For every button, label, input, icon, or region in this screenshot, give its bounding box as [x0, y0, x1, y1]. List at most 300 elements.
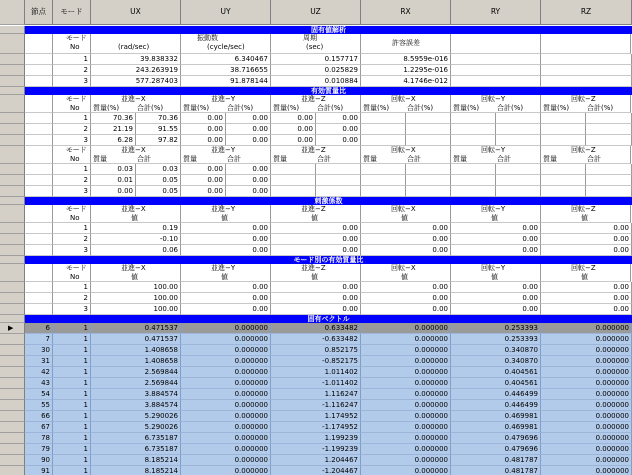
row-header[interactable] [0, 197, 25, 205]
mass-total [406, 164, 451, 175]
mass-ratio-total: 0.00 [226, 124, 271, 135]
eigenvector-ux-cell[interactable]: 8.185214 [91, 455, 181, 466]
sub-label-total: 合計(%) [227, 104, 254, 112]
undefined [541, 34, 631, 54]
undefined [25, 175, 53, 186]
mass-row [0, 175, 632, 186]
mass-ratio-value: 0.00 [181, 135, 226, 146]
sub-label-value: 値 [311, 273, 318, 281]
eigenvector-mode-cell[interactable]: 1 [53, 466, 91, 475]
eigenvector-rx-cell[interactable]: 0.000000 [361, 433, 451, 444]
participation-value: 0.00 [181, 245, 271, 256]
eigenvector-ry-cell[interactable]: 0.469981 [451, 422, 541, 433]
modal-mass-ratio-value: 100.00 [91, 282, 181, 293]
mode-no: 1 [53, 223, 91, 234]
eigenvector-ry-cell[interactable]: 0.253393 [451, 323, 541, 334]
undefined [541, 76, 632, 87]
eigenvector-uy-cell[interactable]: 0.000000 [181, 433, 271, 444]
cycle-per-sec-value: 38.716655 [181, 65, 271, 76]
mass-ratio-total: 0.00 [316, 135, 361, 146]
group-label: 回転−Z [571, 205, 596, 213]
eigen-row [0, 65, 632, 76]
modal-mass-ratio-value: 0.00 [361, 282, 451, 293]
section-title-eigenvector: 固有ベクトル [25, 315, 632, 323]
eigenvector-uz-cell[interactable]: -1.011402 [271, 378, 361, 389]
undefined [25, 124, 53, 135]
participation-value: 0.00 [541, 223, 632, 234]
eigenvector-uz-cell[interactable]: -0.852175 [271, 356, 361, 367]
sub-label-total: 合計 [137, 155, 151, 163]
eigenvector-ry-cell[interactable]: 0.446499 [451, 389, 541, 400]
eigenvector-row [0, 345, 632, 356]
eigenvector-ux-cell[interactable]: 5.290026 [91, 411, 181, 422]
eigenvector-ry-cell[interactable]: 0.404561 [451, 378, 541, 389]
eigenvector-row [0, 389, 632, 400]
participation-value: -0.10 [91, 234, 181, 245]
eigenvector-rz-cell[interactable]: 0.000000 [541, 455, 632, 466]
mass-total [586, 175, 632, 186]
eigenvector-uz-cell[interactable]: -1.174952 [271, 422, 361, 433]
eigenvector-rx-cell[interactable]: 0.000000 [361, 323, 451, 334]
sub-label-mass: 質量 [543, 155, 557, 163]
eigenvector-node-cell[interactable]: 67 [25, 422, 53, 433]
eigenvector-rz-cell[interactable]: 0.000000 [541, 367, 632, 378]
mass-total: 0.00 [226, 164, 271, 175]
mass-ratio-row [0, 135, 632, 146]
mass-ratio-value: 0.00 [181, 124, 226, 135]
eigenvector-rz-cell[interactable]: 0.000000 [541, 411, 632, 422]
sub-label-value: 値 [401, 214, 408, 222]
eigenvector-ry-cell[interactable]: 0.404561 [451, 367, 541, 378]
mass-row [0, 164, 632, 175]
eigenvector-uz-cell[interactable]: -1.116247 [271, 400, 361, 411]
eigenvector-node-cell[interactable]: 54 [25, 389, 53, 400]
participation-value: 0.00 [451, 234, 541, 245]
eigenvector-rx-cell[interactable]: 0.000000 [361, 334, 451, 345]
undefined [25, 95, 53, 113]
group-label: 並進−X [121, 205, 146, 213]
rad-per-sec-value: 577.287403 [91, 76, 181, 87]
mass-total [406, 175, 451, 186]
eigenvector-uz-cell[interactable]: 1.199239 [271, 433, 361, 444]
sub-label-mass: 質量 [453, 155, 467, 163]
eigenvector-uy-cell[interactable]: 0.000000 [181, 400, 271, 411]
eigenvector-rx-cell[interactable]: 0.000000 [361, 422, 451, 433]
eigenvector-uy-cell[interactable]: 0.000000 [181, 367, 271, 378]
eigenvector-node-cell[interactable]: 55 [25, 400, 53, 411]
eigenvector-mode-cell[interactable]: 1 [53, 422, 91, 433]
eigenvector-node-cell[interactable]: 7 [25, 334, 53, 345]
undefined [25, 223, 53, 234]
mass-ratio-total [586, 135, 632, 146]
mass-value [271, 175, 316, 186]
sub-label-mass: 質量 [93, 155, 107, 163]
label-no: No [70, 273, 80, 281]
eigenvector-ux-cell[interactable]: 5.290026 [91, 422, 181, 433]
eigenvector-row [0, 378, 632, 389]
undefined [451, 65, 541, 76]
eigenvector-mode-cell[interactable]: 1 [53, 334, 91, 345]
sub-label-value: 値 [401, 273, 408, 281]
eigenvector-uy-cell[interactable]: 0.000000 [181, 345, 271, 356]
eigenvector-rx-cell[interactable]: 0.000000 [361, 411, 451, 422]
group-label: 回転−Z [571, 95, 596, 103]
mass-total [496, 186, 541, 197]
eigenvector-node-cell[interactable]: 6 [25, 323, 53, 334]
eigenvector-row [0, 334, 632, 345]
eigenvector-ux-cell[interactable]: 3.884574 [91, 389, 181, 400]
mass-ratio-value: 0.00 [181, 113, 226, 124]
mass-total [586, 186, 632, 197]
eigenvector-mode-cell[interactable]: 1 [53, 378, 91, 389]
mass-value [451, 175, 496, 186]
eigen-row [0, 54, 632, 65]
eigenvector-uz-cell[interactable]: -1.199239 [271, 444, 361, 455]
sub-label-value: 値 [491, 273, 498, 281]
sub-label-mass: 質量 [363, 155, 377, 163]
participation-row [0, 223, 632, 234]
mass-value [541, 186, 586, 197]
eigenvector-ux-cell[interactable]: 0.471537 [91, 334, 181, 345]
sub-label-mass: 質量(%) [183, 104, 210, 112]
eigenvector-rx-cell[interactable]: 0.000000 [361, 455, 451, 466]
row-header[interactable] [0, 315, 25, 323]
label-mode: モード [66, 146, 87, 154]
eigenvector-rx-cell[interactable]: 0.000000 [361, 378, 451, 389]
undefined [25, 113, 53, 124]
eigenvector-uy-cell[interactable]: 0.000000 [181, 411, 271, 422]
tolerance-value: 1.2295e-016 [361, 65, 451, 76]
col-ry[interactable]: RY [451, 0, 541, 25]
eigenvector-node-cell[interactable]: 43 [25, 378, 53, 389]
modal-mass-ratio-value: 0.00 [271, 282, 361, 293]
mode-no: 3 [53, 135, 91, 146]
participation-value: 0.00 [271, 223, 361, 234]
eigenvector-mode-cell[interactable]: 1 [53, 389, 91, 400]
group-label: 回転−Y [481, 205, 506, 213]
col-ux[interactable]: UX [91, 0, 181, 25]
modal-mass-ratio-value: 100.00 [91, 293, 181, 304]
eigenvector-uy-cell[interactable]: 0.000000 [181, 466, 271, 475]
undefined [25, 293, 53, 304]
mass-ratio-row [0, 124, 632, 135]
eigenvector-uz-cell[interactable]: 1.174952 [271, 411, 361, 422]
participation-value: 0.00 [451, 223, 541, 234]
sub-label-value: 値 [221, 273, 228, 281]
mass-ratio-value [541, 113, 586, 124]
eigenvector-ux-cell[interactable]: 2.569844 [91, 378, 181, 389]
eigenvector-uy-cell[interactable]: 0.000000 [181, 422, 271, 433]
group-label: 並進−Y [211, 146, 236, 154]
mass-ratio-value [541, 135, 586, 146]
label-mode: モード [66, 264, 87, 272]
eigenvector-row [0, 367, 632, 378]
mass-value [361, 175, 406, 186]
col-node[interactable]: 節点 [25, 0, 53, 25]
eigenvector-uy-cell[interactable]: 0.000000 [181, 389, 271, 400]
group-label: 回転−Y [481, 146, 506, 154]
undefined [25, 282, 53, 293]
undefined [541, 65, 632, 76]
eigenvector-node-cell[interactable]: 31 [25, 356, 53, 367]
eigenvector-ry-cell[interactable]: 0.469981 [451, 411, 541, 422]
eigenvector-row [0, 422, 632, 433]
eigenvector-ry-cell[interactable]: 0.253393 [451, 334, 541, 345]
mass-ratio-total [406, 124, 451, 135]
eigenvector-uy-cell[interactable]: 0.000000 [181, 378, 271, 389]
eigenvector-rz-cell[interactable]: 0.000000 [541, 466, 632, 475]
eigenvector-uz-cell[interactable]: -1.204467 [271, 466, 361, 475]
sub-label-mass: 質量(%) [543, 104, 570, 112]
eigenvector-row [0, 356, 632, 367]
eigenvector-ry-cell[interactable]: 0.446499 [451, 400, 541, 411]
eigenvector-rz-cell[interactable]: 0.000000 [541, 323, 632, 334]
modal-mass-ratio-value: 100.00 [91, 304, 181, 315]
sub-label-total: 合計 [317, 155, 331, 163]
eigenvector-ux-cell[interactable]: 2.569844 [91, 367, 181, 378]
row-header[interactable] [0, 87, 25, 95]
eigenvector-mode-cell[interactable]: 1 [53, 433, 91, 444]
group-label: 回転−X [391, 205, 416, 213]
col-rx[interactable]: RX [361, 0, 451, 25]
mode-no: 1 [53, 164, 91, 175]
eigenvector-rz-cell[interactable]: 0.000000 [541, 433, 632, 444]
participation-row [0, 234, 632, 245]
group-label: 並進−Z [301, 146, 326, 154]
mass-ratio-value [451, 135, 496, 146]
eigenvector-mode-cell[interactable]: 1 [53, 345, 91, 356]
modal-mass-ratio-value: 0.00 [451, 282, 541, 293]
eigenvector-node-cell[interactable]: 90 [25, 455, 53, 466]
sub-label-total: 合計(%) [407, 104, 434, 112]
col-rz[interactable]: RZ [541, 0, 632, 25]
mass-total [496, 164, 541, 175]
eigenvector-rx-cell[interactable]: 0.000000 [361, 400, 451, 411]
label-tolerance: 許容誤差 [392, 39, 420, 47]
col-uy[interactable]: UY [181, 0, 271, 25]
group-label: 並進−Z [301, 205, 326, 213]
eigenvector-uy-cell[interactable]: 0.000000 [181, 356, 271, 367]
row-header[interactable] [0, 26, 25, 34]
eigenvector-uy-cell[interactable]: 0.000000 [181, 444, 271, 455]
participation-value: 0.00 [361, 234, 451, 245]
eigenvector-ry-cell[interactable]: 0.340870 [451, 345, 541, 356]
eigenvector-ux-cell[interactable]: 1.408658 [91, 345, 181, 356]
eigenvector-ux-cell[interactable]: 3.884574 [91, 400, 181, 411]
eigenvector-mode-cell[interactable]: 1 [53, 356, 91, 367]
mass-value: 0.00 [181, 164, 226, 175]
eigenvector-uz-cell[interactable]: 1.116247 [271, 389, 361, 400]
group-label: 回転−X [391, 95, 416, 103]
eigenvector-uz-cell[interactable]: 0.633482 [271, 323, 361, 334]
undefined [25, 186, 53, 197]
mass-ratio-total: 0.00 [316, 124, 361, 135]
modal-mass-ratio-value: 0.00 [451, 304, 541, 315]
eigenvector-mode-cell[interactable]: 1 [53, 455, 91, 466]
participation-value: 0.00 [451, 245, 541, 256]
eigenvector-mode-cell[interactable]: 1 [53, 367, 91, 378]
undefined [25, 34, 53, 54]
mode-no: 3 [53, 76, 91, 87]
mode-no: 1 [53, 113, 91, 124]
eigenvector-ry-cell[interactable]: 0.479696 [451, 433, 541, 444]
eigenvector-node-cell[interactable]: 42 [25, 367, 53, 378]
label-mode: モード [66, 34, 87, 42]
eigenvector-node-cell[interactable]: 91 [25, 466, 53, 475]
mode-no: 3 [53, 304, 91, 315]
eigenvector-node-cell[interactable]: 78 [25, 433, 53, 444]
eigenvector-node-cell[interactable]: 66 [25, 411, 53, 422]
group-label: 回転−Y [481, 95, 506, 103]
period-value: 0.025829 [271, 65, 361, 76]
eigenvector-rz-cell[interactable]: 0.000000 [541, 422, 632, 433]
eigenvector-ux-cell[interactable]: 6.735187 [91, 433, 181, 444]
undefined [25, 245, 53, 256]
mode-no: 2 [53, 124, 91, 135]
group-label: 回転−Y [481, 264, 506, 272]
sub-label-mass: 質量(%) [93, 104, 120, 112]
cycle-per-sec-value: 6.340467 [181, 54, 271, 65]
mass-ratio-total [406, 135, 451, 146]
undefined [25, 135, 53, 146]
undefined [25, 234, 53, 245]
col-uz[interactable]: UZ [271, 0, 361, 25]
mass-value [541, 164, 586, 175]
sub-label-value: 値 [131, 273, 138, 281]
sub-label-value: 値 [311, 214, 318, 222]
eigenvector-rx-cell[interactable]: 0.000000 [361, 444, 451, 455]
eigenvector-rz-cell[interactable]: 0.000000 [541, 334, 632, 345]
modal-mass-ratio-value: 0.00 [181, 304, 271, 315]
sub-label-value: 値 [221, 214, 228, 222]
mass-value [451, 186, 496, 197]
eigenvector-node-cell[interactable]: 30 [25, 345, 53, 356]
eigenvector-ux-cell[interactable]: 6.735187 [91, 444, 181, 455]
eigenvector-ry-cell[interactable]: 0.479696 [451, 444, 541, 455]
sub-label-mass: 質量(%) [363, 104, 390, 112]
eigenvector-rx-cell[interactable]: 0.000000 [361, 367, 451, 378]
eigenvector-mode-cell[interactable]: 1 [53, 400, 91, 411]
mode-no: 3 [53, 245, 91, 256]
eigenvector-ux-cell[interactable]: 1.408658 [91, 356, 181, 367]
mode-no: 1 [53, 282, 91, 293]
mass-ratio-total: 0.00 [316, 113, 361, 124]
row-header[interactable] [0, 256, 25, 264]
eigenvector-node-cell[interactable]: 79 [25, 444, 53, 455]
label-mode: モード [66, 205, 87, 213]
mass-ratio-value: 0.00 [271, 113, 316, 124]
mass-total [406, 186, 451, 197]
eigenvector-ux-cell[interactable]: 8.185214 [91, 466, 181, 475]
eigenvector-ry-cell[interactable]: 0.481787 [451, 455, 541, 466]
eigenvector-rz-cell[interactable]: 0.000000 [541, 444, 632, 455]
mode-no: 2 [53, 65, 91, 76]
mass-ratio-total: 97.82 [136, 135, 181, 146]
sub-label-mass: 質量(%) [273, 104, 300, 112]
section-title-participation: 刺激係数 [25, 197, 632, 205]
participation-value: 0.19 [91, 223, 181, 234]
eigenvector-uz-cell[interactable]: 1.011402 [271, 367, 361, 378]
col-mode[interactable]: モード [53, 0, 91, 25]
mass-value [541, 175, 586, 186]
sub-label-value: 値 [131, 214, 138, 222]
mass-ratio-total [496, 113, 541, 124]
mass-value [361, 164, 406, 175]
group-label: 並進−Z [301, 264, 326, 272]
eigenvector-ux-cell[interactable]: 0.471537 [91, 323, 181, 334]
mass-value [271, 164, 316, 175]
eigenvector-mode-cell[interactable]: 1 [53, 411, 91, 422]
mass-ratio-total [586, 124, 632, 135]
modal-mass-ratio-value: 0.00 [361, 293, 451, 304]
group-label: 並進−Z [301, 95, 326, 103]
eigenvector-mode-cell[interactable]: 1 [53, 323, 91, 334]
eigenvector-rz-cell[interactable]: 0.000000 [541, 389, 632, 400]
group-label: 並進−Y [211, 95, 236, 103]
label-mode: モード [66, 95, 87, 103]
eigenvector-ry-cell[interactable]: 0.481787 [451, 466, 541, 475]
mass-total: 0.00 [226, 186, 271, 197]
undefined [451, 76, 541, 87]
modal-mass-ratio-value: 0.00 [541, 293, 632, 304]
eigenvector-uz-cell[interactable]: 1.204467 [271, 455, 361, 466]
period-value: 0.157717 [271, 54, 361, 65]
label-period: 周期 [303, 34, 317, 42]
modal-mass-ratio-value: 0.00 [541, 304, 632, 315]
mass-ratio-total [406, 113, 451, 124]
eigenvector-rx-cell[interactable]: 0.000000 [361, 389, 451, 400]
eigenvector-uy-cell[interactable]: 0.000000 [181, 455, 271, 466]
eigenvector-uy-cell[interactable]: 0.000000 [181, 323, 271, 334]
eigenvector-row [0, 411, 632, 422]
label-frequency: 振動数 [197, 34, 218, 42]
sub-label-mass: 質量 [273, 155, 287, 163]
mass-ratio-total [496, 124, 541, 135]
eigenvector-rz-cell[interactable]: 0.000000 [541, 356, 632, 367]
rad-per-sec-value: 39.838332 [91, 54, 181, 65]
sub-label-total: 合計 [497, 155, 511, 163]
undefined [541, 54, 632, 65]
modal-mass-ratio-value: 0.00 [271, 293, 361, 304]
mode-no: 2 [53, 175, 91, 186]
eigenvector-row [0, 466, 632, 475]
eigenvector-rz-cell[interactable]: 0.000000 [541, 400, 632, 411]
eigenvector-rx-cell[interactable]: 0.000000 [361, 356, 451, 367]
eigenvector-mode-cell[interactable]: 1 [53, 444, 91, 455]
modal-mass-ratio-row [0, 293, 632, 304]
eigenvector-rz-cell[interactable]: 0.000000 [541, 345, 632, 356]
tolerance-value: 4.1746e-012 [361, 76, 451, 87]
mass-ratio-total [496, 135, 541, 146]
eigenvector-rx-cell[interactable]: 0.000000 [361, 466, 451, 475]
mode-no: 2 [53, 293, 91, 304]
mass-ratio-total [586, 113, 632, 124]
eigenvector-uz-cell[interactable]: -0.633482 [271, 334, 361, 345]
eigenvector-rx-cell[interactable]: 0.000000 [361, 345, 451, 356]
label-cycle-per-sec: (cycle/sec) [207, 43, 245, 51]
section-title-eigen: 固有値解析 [25, 26, 632, 34]
eigenvector-rz-cell[interactable]: 0.000000 [541, 378, 632, 389]
eigenvector-uy-cell[interactable]: 0.000000 [181, 334, 271, 345]
undefined [25, 76, 53, 87]
eigenvector-uz-cell[interactable]: 0.852175 [271, 345, 361, 356]
sub-label-mass: 質量(%) [453, 104, 480, 112]
sub-label-total: 合計 [407, 155, 421, 163]
group-label: 回転−X [391, 146, 416, 154]
modal-mass-ratio-value: 0.00 [361, 304, 451, 315]
rad-per-sec-value: 243.263919 [91, 65, 181, 76]
eigenvector-ry-cell[interactable]: 0.340870 [451, 356, 541, 367]
